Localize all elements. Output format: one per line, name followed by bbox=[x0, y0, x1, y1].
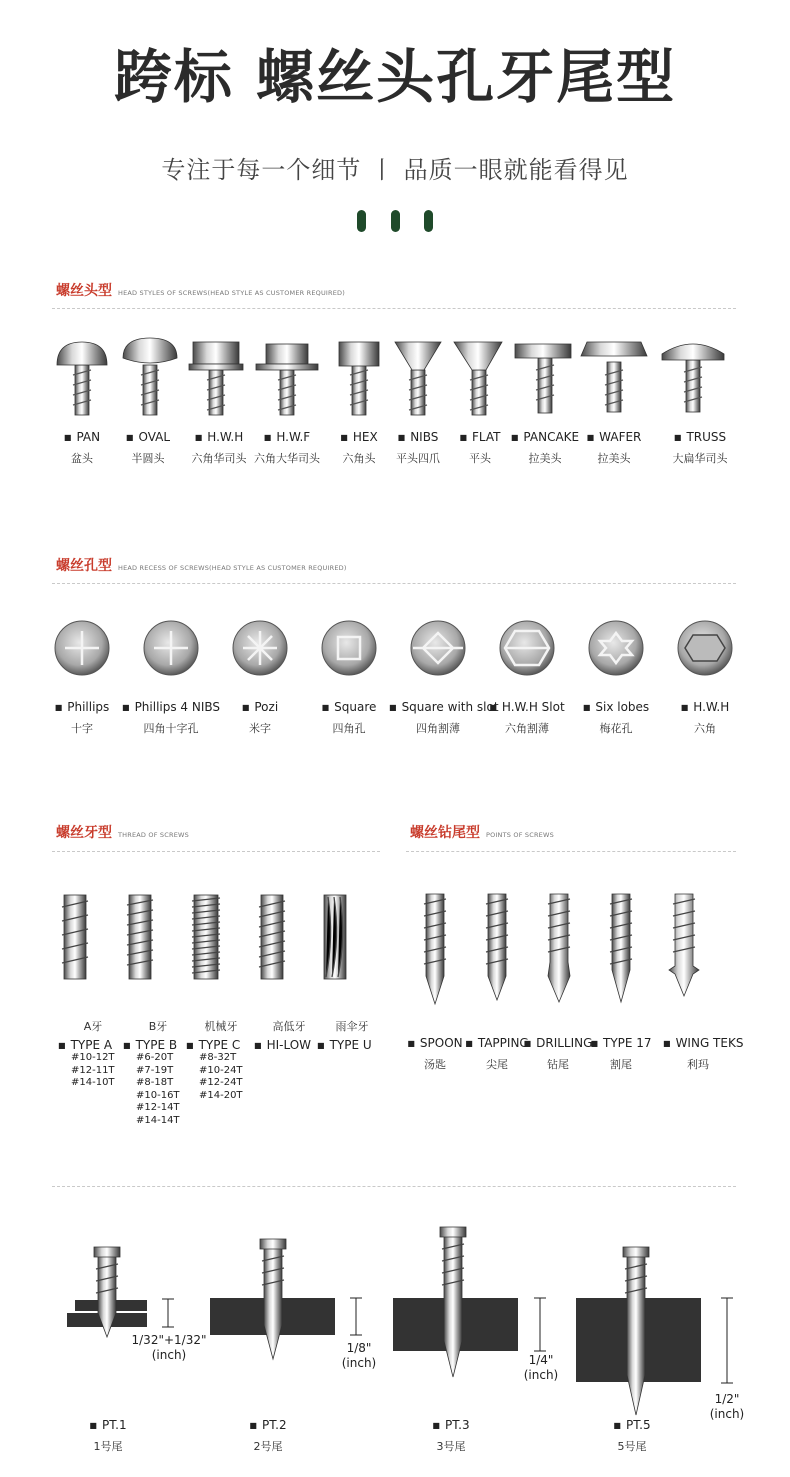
drill-point-label: ■ PT.5 bbox=[592, 1418, 672, 1432]
thread-cn-label: 高低牙 bbox=[272, 1020, 306, 1033]
head-style-cn-label: 半圆头 bbox=[131, 452, 165, 465]
thread-spec-list bbox=[136, 1052, 193, 1127]
head-recess-cn-label: 四角十字孔 bbox=[143, 722, 199, 735]
head-style-label: ■ OVAL bbox=[108, 430, 188, 444]
type-a-thread-icon bbox=[64, 895, 86, 979]
head-style-label: ■ NIBS bbox=[378, 430, 458, 444]
square-recess-icon bbox=[322, 621, 376, 675]
point-label: ■ SPOON bbox=[400, 1036, 470, 1050]
head-style-item bbox=[108, 430, 188, 466]
head-recess-label: ■ Pozi bbox=[211, 700, 309, 714]
thread-spec-list bbox=[199, 1052, 256, 1102]
points-title: 螺丝钻尾型 bbox=[410, 825, 480, 841]
head-recess-item bbox=[567, 700, 665, 736]
thread-spec: #12-11T bbox=[71, 1064, 115, 1076]
thread-spec: #12-24T bbox=[199, 1077, 243, 1088]
head-recess-label: ■ Square with slot bbox=[389, 700, 487, 714]
drill-point-item bbox=[68, 1418, 148, 1454]
head-style-label: ■ WAFER bbox=[574, 430, 654, 444]
drill-point-cn-label: 1号尾 bbox=[93, 1440, 123, 1453]
points-subtitle: POINTS OF SCREWS bbox=[486, 831, 554, 839]
point-label: ■ TYPE 17 bbox=[586, 1036, 656, 1050]
thread-subtitle: THREAD OF SCREWS bbox=[118, 831, 189, 839]
drill-point-item bbox=[592, 1418, 672, 1454]
thread-item bbox=[186, 1018, 256, 1102]
divider bbox=[406, 851, 736, 852]
thread-spec: #12-14T bbox=[136, 1102, 180, 1113]
head-recess-cn-label: 六角割薄 bbox=[505, 722, 549, 735]
point-label: ■ WING TEKS bbox=[663, 1036, 733, 1050]
pt1-drill-icon bbox=[67, 1247, 174, 1337]
head-style-item bbox=[574, 430, 654, 466]
pt3-thickness: 1/4" (inch) bbox=[523, 1353, 559, 1382]
head-recess-cn-label: 十字 bbox=[71, 722, 93, 735]
point-item bbox=[523, 1036, 593, 1072]
head-style-item bbox=[247, 430, 327, 466]
thread-spec: #8-18T bbox=[136, 1077, 174, 1088]
thread-spec: #14-14T bbox=[136, 1114, 180, 1126]
six-lobes-recess-icon bbox=[589, 621, 643, 675]
drill-point-cn-label: 5号尾 bbox=[617, 1440, 647, 1453]
thread-label: ■ TYPE A bbox=[58, 1038, 128, 1052]
wafer-screw-icon bbox=[607, 362, 621, 412]
thread-label: ■ HI-LOW bbox=[254, 1038, 324, 1052]
points-heading bbox=[410, 822, 554, 842]
drill-point-label: ■ PT.3 bbox=[411, 1418, 491, 1432]
wing-teks-point-icon bbox=[669, 894, 699, 996]
point-cn-label: 割尾 bbox=[610, 1058, 632, 1071]
thread-item bbox=[317, 1018, 387, 1052]
head-recess-label: ■ Square bbox=[300, 700, 398, 714]
drill-point-label: ■ PT.1 bbox=[68, 1418, 148, 1432]
head-styles-title: 螺丝头型 bbox=[56, 283, 112, 299]
pt5-thickness: 1/2" (inch) bbox=[709, 1392, 745, 1421]
pt2-thickness: 1/8" (inch) bbox=[341, 1341, 377, 1370]
drill-point-cn-label: 3号尾 bbox=[436, 1440, 466, 1453]
head-recess-subtitle: HEAD RECESS OF SCREWS(HEAD STYLE AS CUSTOMER REQUIRED) bbox=[118, 564, 347, 572]
drill-point-cn-label: 2号尾 bbox=[253, 1440, 283, 1453]
thread-spec: #10-24T bbox=[199, 1064, 243, 1076]
head-recess-label: ■ H.W.H bbox=[656, 700, 754, 714]
thread-item bbox=[254, 1018, 324, 1052]
page-title: 跨标 螺丝头孔牙尾型 bbox=[113, 43, 677, 111]
head-recess-item bbox=[211, 700, 309, 736]
thread-label: ■ TYPE B bbox=[123, 1038, 193, 1052]
head-recess-cn-label: 梅花孔 bbox=[599, 722, 633, 735]
head-recess-item bbox=[122, 700, 220, 736]
drill-points-graphics bbox=[0, 1225, 790, 1425]
thread-spec: #7-19T bbox=[136, 1064, 174, 1076]
thread-cn-label: 雨伞牙 bbox=[335, 1020, 369, 1033]
drill-point-item bbox=[228, 1418, 308, 1454]
head-recess-item bbox=[656, 700, 754, 736]
drill-point-label: ■ PT.2 bbox=[228, 1418, 308, 1432]
thread-spec: #14-20T bbox=[199, 1089, 243, 1101]
head-style-cn-label: 平头 bbox=[469, 452, 491, 465]
head-recess-item bbox=[300, 700, 398, 736]
head-style-label: ■ H.W.F bbox=[247, 430, 327, 444]
thread-spec: #8-32T bbox=[199, 1052, 237, 1063]
head-recess-item bbox=[389, 700, 499, 736]
type-b-thread-icon bbox=[129, 895, 151, 979]
head-styles-subtitle: HEAD STYLES OF SCREWS(HEAD STYLE AS CUSTOMER REQUIRED) bbox=[118, 289, 345, 297]
head-style-cn-label: 拉美头 bbox=[597, 452, 631, 465]
points-graphics bbox=[400, 890, 740, 1010]
head-recess-label: ■ Phillips bbox=[33, 700, 131, 714]
tapping-point-icon bbox=[488, 894, 506, 1000]
head-recess-item bbox=[478, 700, 576, 736]
thread-graphics bbox=[0, 893, 390, 983]
head-recess-cn-label: 米字 bbox=[249, 722, 271, 735]
divider bbox=[52, 583, 736, 584]
head-style-label: ■ HEX bbox=[319, 430, 399, 444]
thread-spec: #6-20T bbox=[136, 1052, 174, 1063]
point-cn-label: 钻尾 bbox=[547, 1058, 569, 1071]
head-style-cn-label: 六角大华司头 bbox=[254, 452, 320, 465]
head-recess-label: ■ Phillips 4 NIBS bbox=[122, 700, 220, 714]
head-style-cn-label: 拉美头 bbox=[528, 452, 562, 465]
head-style-cn-label: 盆头 bbox=[71, 452, 93, 465]
point-label: ■ TAPPING bbox=[462, 1036, 532, 1050]
thread-spec: #14-10T bbox=[71, 1077, 115, 1088]
thread-cn-label: 机械牙 bbox=[204, 1020, 238, 1033]
divider bbox=[52, 1186, 736, 1187]
point-cn-label: 尖尾 bbox=[486, 1058, 508, 1071]
head-styles-heading bbox=[56, 280, 345, 300]
thread-label: ■ TYPE U bbox=[317, 1038, 387, 1052]
head-style-label: ■ FLAT bbox=[440, 430, 520, 444]
head-style-cn-label: 平头四爪 bbox=[396, 452, 440, 465]
point-cn-label: 利玛 bbox=[687, 1058, 709, 1071]
thread-cn-label: A牙 bbox=[83, 1020, 103, 1033]
head-recess-heading bbox=[56, 555, 347, 575]
thread-spec-list bbox=[71, 1052, 128, 1090]
thread-title: 螺丝牙型 bbox=[56, 825, 112, 841]
point-cn-label: 汤匙 bbox=[424, 1058, 446, 1071]
head-recess-cn-label: 四角割薄 bbox=[416, 722, 460, 735]
head-recess-graphics bbox=[0, 613, 790, 683]
thread-label: ■ TYPE C bbox=[186, 1038, 256, 1052]
divider bbox=[52, 851, 380, 852]
head-style-label: ■ H.W.H bbox=[179, 430, 259, 444]
thread-spec: #10-12T bbox=[71, 1052, 115, 1063]
page-subtitle: 专注于每一个细节 丨 品质一眼就能看得见 bbox=[161, 156, 629, 184]
thread-heading bbox=[56, 822, 189, 842]
head-recess-title: 螺丝孔型 bbox=[56, 558, 112, 574]
head-style-label: ■ PANCAKE bbox=[505, 430, 585, 444]
thread-cn-label: B牙 bbox=[148, 1020, 168, 1033]
drill-point-item bbox=[411, 1418, 491, 1454]
head-style-item bbox=[505, 430, 585, 466]
point-item bbox=[663, 1036, 744, 1072]
head-recess-label: ■ Six lobes bbox=[567, 700, 665, 714]
head-style-cn-label: 六角头 bbox=[342, 452, 376, 465]
pt1-thickness: 1/32"+1/32" (inch) bbox=[131, 1333, 207, 1362]
point-item bbox=[400, 1036, 470, 1072]
head-style-label: ■ PAN bbox=[42, 430, 122, 444]
point-item bbox=[586, 1036, 656, 1072]
thread-item bbox=[123, 1018, 193, 1127]
head-styles-graphics bbox=[0, 330, 790, 420]
head-style-label: ■ TRUSS bbox=[660, 430, 740, 444]
point-label: ■ DRILLING bbox=[523, 1036, 593, 1050]
head-style-item bbox=[660, 430, 740, 466]
divider bbox=[52, 308, 736, 309]
head-style-cn-label: 大扁华司头 bbox=[672, 452, 728, 465]
head-recess-label: ■ H.W.H Slot bbox=[478, 700, 576, 714]
head-recess-cn-label: 六角 bbox=[694, 722, 716, 735]
point-item bbox=[462, 1036, 532, 1072]
thread-item bbox=[58, 1018, 128, 1090]
head-style-cn-label: 六角华司头 bbox=[191, 452, 247, 465]
head-recess-item bbox=[33, 700, 131, 736]
head-recess-cn-label: 四角孔 bbox=[332, 722, 366, 735]
thread-spec: #10-16T bbox=[136, 1089, 180, 1101]
pt5-drill-icon bbox=[576, 1247, 733, 1415]
decor-bars bbox=[357, 210, 433, 232]
